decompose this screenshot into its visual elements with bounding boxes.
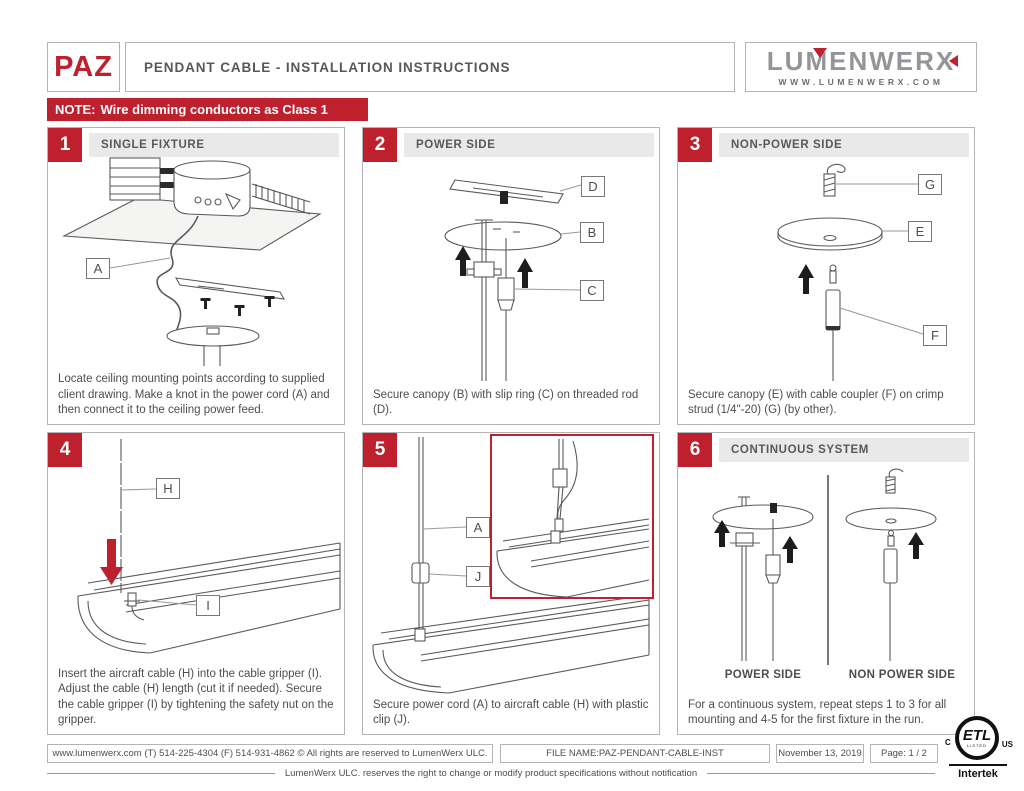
panel-title: POWER SIDE — [404, 133, 654, 157]
step-number-badge: 5 — [363, 433, 397, 467]
callout-label-j: J — [466, 566, 490, 587]
cable-gripper — [124, 593, 144, 620]
panel-caption: Secure canopy (E) with cable coupler (F) on crimp strud (1/4"-20) (G) (by other). — [688, 388, 944, 416]
callout-label-c: C — [580, 280, 604, 301]
brand-logo-wordmark — [766, 45, 956, 76]
non-power-side-label: NON POWER SIDE — [848, 669, 956, 681]
panel-title: NON-POWER SIDE — [719, 133, 969, 157]
callout-label-d: D — [581, 176, 605, 197]
logo-accent-triangle-x-icon — [949, 55, 958, 67]
footer-file-name: FILE NAME:PAZ-PENDANT-CABLE-INST — [500, 744, 770, 763]
panel-title: CONTINUOUS SYSTEM — [719, 438, 969, 462]
footer-page-number: Page: 1 / 2 — [870, 744, 938, 763]
screws — [201, 296, 275, 316]
panel-step-5 — [362, 432, 660, 735]
divider — [707, 773, 935, 774]
leader-line-j — [429, 574, 466, 576]
brand-url: WWW.LUMENWERX.COM — [778, 76, 944, 87]
canopy — [167, 326, 259, 366]
panel-step-1 — [47, 127, 345, 425]
leader-line-a — [423, 527, 466, 529]
callout-label-a: A — [466, 517, 490, 538]
footer-disclaimer-row — [47, 768, 935, 779]
panel-title: SINGLE FIXTURE — [89, 133, 339, 157]
callout-label-a: A — [86, 258, 110, 279]
panel-caption: Secure canopy (B) with slip ring (C) on threaded rod (D). — [373, 388, 639, 416]
callout-label-g: G — [918, 174, 942, 195]
callout-label-i: I — [196, 595, 220, 616]
canopy — [778, 218, 882, 250]
panel-caption: Secure power cord (A) to aircraft cable (H) with plastic clip (J). — [373, 698, 649, 726]
callout-label-f: F — [923, 325, 947, 346]
note-text: Wire dimming conductors as Class 1 — [100, 102, 328, 117]
step-number-badge: 2 — [363, 128, 397, 162]
power-cord-clip-drawing — [363, 433, 661, 736]
cable-coupler — [826, 265, 840, 381]
power-side-label: POWER SIDE — [724, 669, 802, 681]
junction-box — [174, 161, 250, 216]
panel-step-3 — [677, 127, 975, 425]
power-side-drawing — [363, 128, 661, 426]
panel-caption: Locate ceiling mounting points according to supplied client drawing. Make a knot in the power cord (A) and then connect it to the ceiling power feed. — [58, 373, 330, 416]
callout-label-h: H — [156, 478, 180, 499]
step-number-badge: 3 — [678, 128, 712, 162]
leader-line-b — [561, 232, 580, 234]
etl-us-mark: US — [1001, 740, 1013, 749]
panel-caption: Insert the aircraft cable (H) into the cable gripper (I). Adjust the cable (H) length (cut it if needed). Secure the cable gripper (I) by tightening the safety nut on the gripper. — [58, 668, 334, 726]
callout-label-e: E — [908, 221, 932, 242]
leader-line-a — [110, 258, 170, 268]
logo-accent-triangle-m-icon — [813, 48, 827, 58]
panel-step-2 — [362, 127, 660, 425]
leader-line-d — [560, 185, 581, 191]
leader-line-c — [515, 289, 580, 290]
page-title: PENDANT CABLE - INSTALLATION INSTRUCTIONS — [125, 42, 735, 92]
panel-step-6 — [677, 432, 975, 735]
step-number-badge: 6 — [678, 433, 712, 467]
slip-ring — [498, 238, 514, 381]
footer-disclaimer-text: LumenWerx ULC. reserves the right to change or modify product specifications without notification — [284, 768, 698, 779]
step-number-badge: 1 — [48, 128, 82, 162]
power-side-assembly — [713, 497, 813, 661]
step-number-badge: 4 — [48, 433, 82, 467]
product-code: PAZ — [54, 50, 113, 83]
brand-logo — [745, 42, 977, 92]
leader-line-h — [122, 489, 156, 490]
product-code-box — [47, 42, 120, 92]
etl-c-mark: C — [945, 738, 951, 747]
note-label: NOTE: — [55, 102, 96, 117]
non-power-side-assembly — [846, 469, 936, 661]
footer-contact: www.lumenwerx.com (T) 514-225-4304 (F) 514-931-4862 © All rights are reserved to LumenWerx ULC. — [47, 744, 493, 763]
intertek-label: Intertek — [949, 764, 1007, 780]
leader-line-f — [840, 308, 923, 334]
note-banner — [47, 98, 368, 121]
continuous-system-drawing — [678, 433, 976, 736]
canopy — [445, 222, 561, 250]
mounting-bracket — [176, 278, 284, 299]
etl-listed-text: LISTED — [966, 743, 987, 748]
callout-label-b: B — [580, 222, 604, 243]
brand-name: LUMENWERX — [766, 45, 956, 76]
fixture-body — [373, 595, 649, 693]
panel-step-4 — [47, 432, 345, 735]
panel-caption: For a continuous system, repeat steps 1 to 3 for all mounting and 4-5 for the first fixture in the run. — [688, 698, 947, 726]
divider — [47, 773, 275, 774]
detail-inset — [491, 435, 653, 598]
etl-letters: ETL — [962, 727, 992, 744]
footer-date: November 13, 2019 — [776, 744, 864, 763]
up-arrow — [798, 264, 814, 294]
mounting-bar — [450, 180, 563, 204]
non-power-side-drawing — [678, 128, 976, 426]
crimp-stud — [824, 164, 845, 196]
wood-block — [110, 158, 160, 200]
